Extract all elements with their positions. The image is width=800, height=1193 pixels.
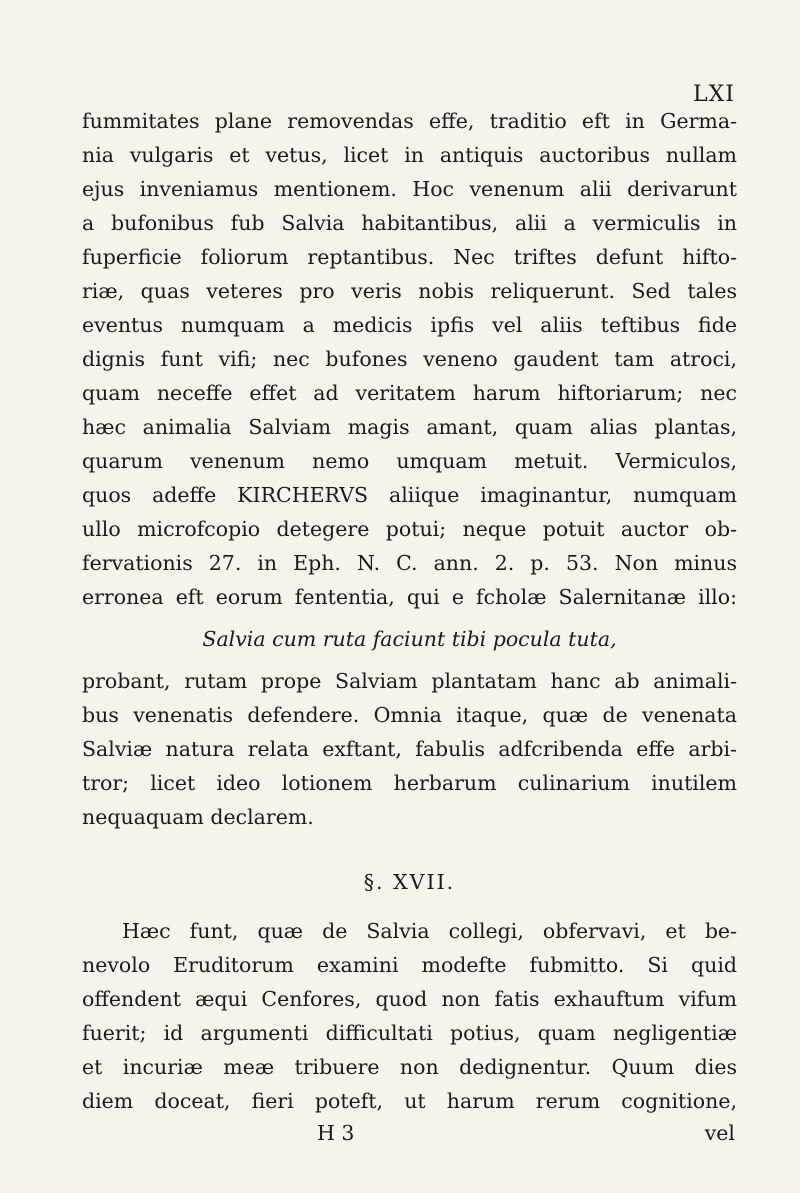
text-line: et incuriæ meæ tribuere non dedignentur. Quum dies [82,1055,737,1079]
text-line: eventus numquam a medicis ipfis vel aliis teftibus fide [82,313,737,337]
text-line: quos adeffe KIRCHERVS aliique imaginantur, numquam [82,483,737,507]
text-line: nia vulgaris et vetus, licet in antiquis auctoribus nullam [82,143,737,167]
text-line: Hæc funt, quæ de Salvia collegi, obfervavi, et be- [122,919,737,943]
text-line: a bufonibus fub Salvia habitantibus, alii a vermiculis in [82,211,737,235]
text-line: diem doceat, fieri poteft, ut harum rerum cognitione, [82,1089,737,1113]
text-line: bus venenatis defendere. Omnia itaque, quæ de venenata [82,703,737,727]
text-line: dignis funt vifi; nec bufones veneno gaudent tam atroci, [82,347,737,371]
page-footer [82,1118,737,1148]
text-line: hæc animalia Salviam magis amant, quam alias plantas, [82,415,737,439]
text-line: riæ, quas veteres pro veris nobis reliquerunt. Sed tales [82,279,737,303]
paragraph-2 [82,664,737,834]
text-line: Salviæ natura relata exftant, fabulis adfcribenda effe arbi- [82,737,737,761]
text-line: erronea eft eorum fententia, qui e fcholæ Salernitanæ illo: [82,585,737,609]
quoted-verse: Salvia cum ruta faciunt tibi pocula tuta, [202,627,617,651]
text-line: tror; licet ideo lotionem herbarum culinarium inutilem [82,771,737,795]
text-line: fuerit; id argumenti difficultati potius, quam negligentiæ [82,1021,737,1045]
text-line: ejus inveniamus mentionem. Hoc venenum alii derivarunt [82,177,737,201]
text-line: offendent æqui Cenfores, quod non fatis exhauftum vifum [82,987,737,1011]
text-line: quam neceffe effet ad veritatem harum hiftoriarum; nec [82,381,737,405]
text-line: ullo microfcopio detegere potui; neque potuit auctor ob- [82,517,737,541]
text-line: fervationis 27. in Eph. N. C. ann. 2. p. 53. Non minus [82,551,737,575]
signature-mark: H 3 [317,1121,355,1145]
page-number: LXI [693,82,735,107]
text-line: nequaquam declarem. [82,805,314,829]
section-heading: §. XVII. [363,870,456,894]
text-line: nevolo Eruditorum examini modefte fubmitto. Si quid [82,953,737,977]
text-line: quarum venenum nemo umquam metuit. Vermiculos, [82,449,737,473]
text-line: fummitates plane removendas effe, traditio eft in Germa- [82,109,737,133]
page-body [82,104,737,1148]
text-line: probant, rutam prope Salviam plantatam hanc ab animali- [82,669,737,693]
paragraph-3 [82,914,737,1118]
text-line: fuperficie foliorum reptantibus. Nec triftes defunt hifto- [82,245,737,269]
catchword: vel [704,1121,735,1145]
paragraph-1 [82,104,737,614]
